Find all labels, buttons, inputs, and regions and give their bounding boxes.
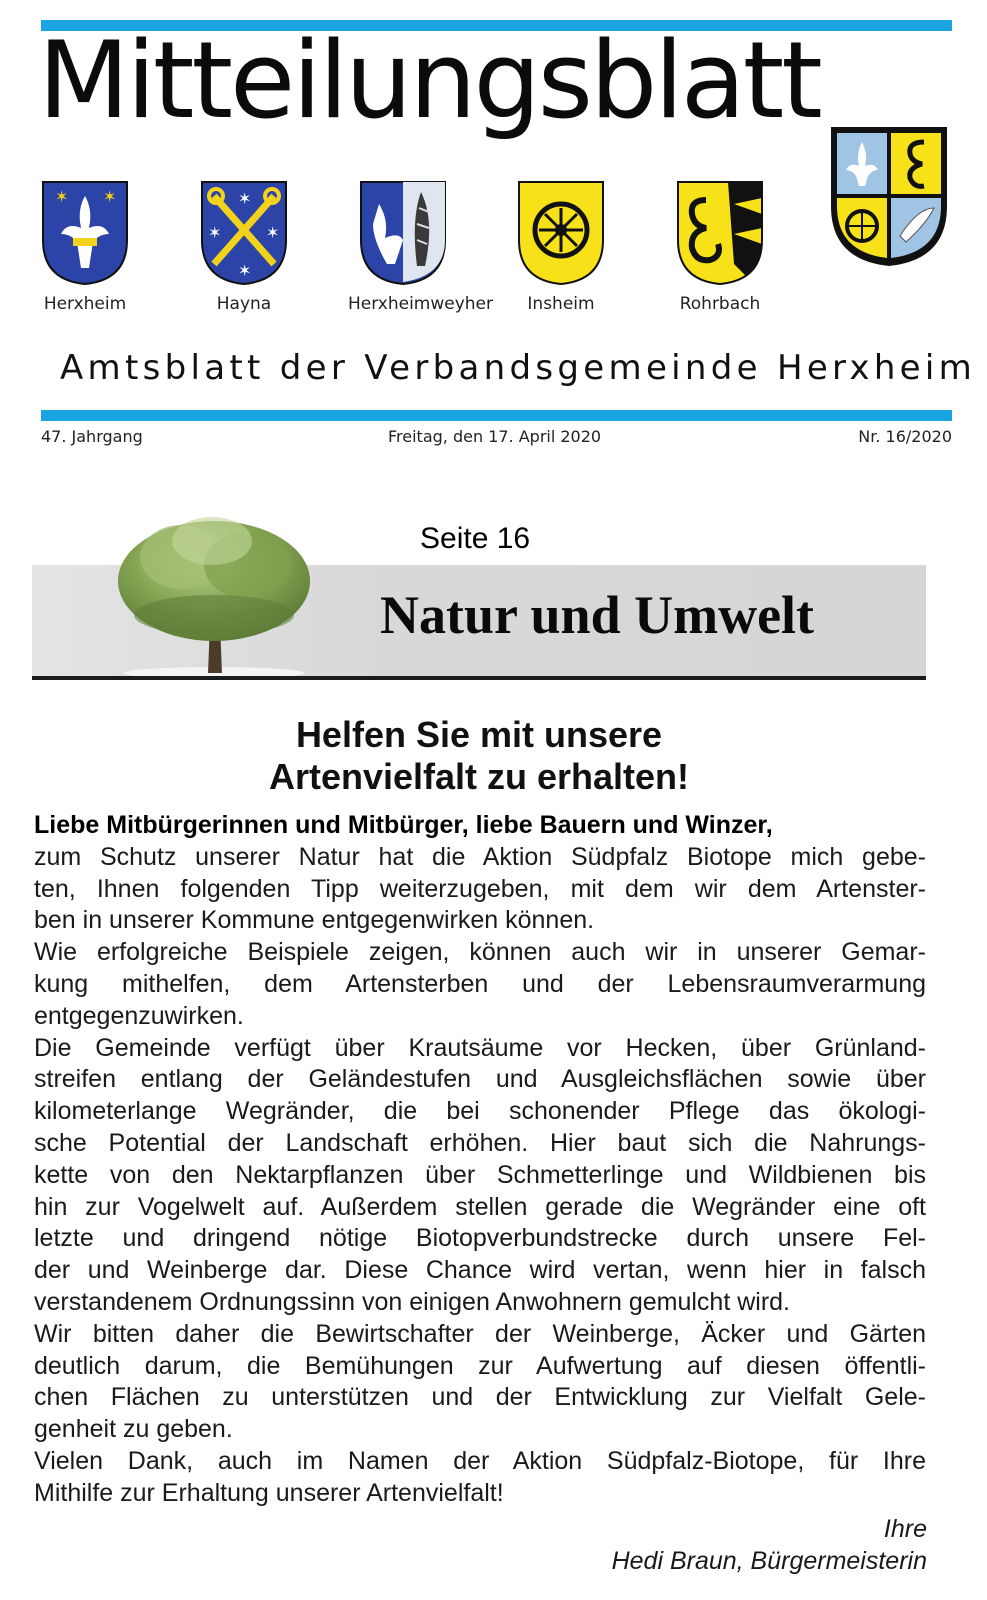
body-line: Vielen Dank, auch im Namen der Aktion Südpfalz-Biotope, für Ihre <box>34 1446 926 1475</box>
svg-text:✶: ✶ <box>238 191 252 208</box>
body-line: ben in unserer Kommune entgegenwirken können. <box>34 906 595 935</box>
crest-label-insheim: Insheim <box>527 294 595 314</box>
article-signature <box>612 1514 927 1578</box>
body-line: kette von den Nektarpflanzen über Schmetterlinge und Wildbienen bis <box>34 1160 926 1189</box>
body-line: hin zur Vogelwelt auf. Außerdem stellen gerade die Wegränder eine oft <box>34 1192 926 1221</box>
body-line: kilometerlange Wegränder, die bei schonender Pflege das ökologi- <box>34 1097 926 1126</box>
svg-text:✶: ✶ <box>103 189 117 206</box>
crest-herxheimweyher <box>348 180 493 314</box>
crest-insheim <box>506 180 616 314</box>
crest-hayna <box>189 180 299 314</box>
body-line: genheit zu geben. <box>34 1415 233 1444</box>
svg-text:✶: ✶ <box>266 225 280 242</box>
body-line: entgegenzuwirken. <box>34 1001 244 1030</box>
svg-text:✶: ✶ <box>238 263 252 280</box>
herxheimweyher-crest-icon <box>359 180 447 286</box>
body-line: deutlich darum, die Bemühungen zur Aufwertung auf diesen öffentli- <box>34 1351 926 1380</box>
body-line: letzte und dringend nötige Biotopverbundstrecke durch unsere Fel- <box>34 1224 926 1253</box>
body-line: streifen entlang der Geländestufen und Ausgleichsflächen sowie über <box>34 1065 926 1094</box>
signatory-name: Hedi Braun, Bürgermeisterin <box>611 1546 927 1575</box>
closing-text: Ihre <box>883 1515 927 1543</box>
body-line: verstandenem Ordnungssinn von einigen Anwohnern gemulcht wird. <box>34 1287 791 1316</box>
article-greeting: Liebe Mitbürgerinnen und Mitbürger, liebe Bauern und Winzer, <box>34 811 773 839</box>
svg-text:✶: ✶ <box>55 189 69 206</box>
crest-rohrbach <box>665 180 775 314</box>
crest-label-rohrbach: Rohrbach <box>679 294 761 314</box>
crest-label-herxheim: Herxheim <box>43 294 127 314</box>
volume-label: 47. Jahrgang <box>41 427 143 446</box>
article-headline <box>32 714 926 798</box>
body-line: Wir bitten daher die Bewirtschafter der Weinberge, Äcker und Gärten <box>34 1319 926 1348</box>
section-banner-rule <box>32 676 926 680</box>
masthead-bottom-rule <box>41 410 952 421</box>
body-line: Wie erfolgreiche Beispiele zeigen, können auch wir in unserer Gemar- <box>34 938 926 967</box>
svg-text:✶: ✶ <box>208 225 222 242</box>
crest-label-herxheimweyher: Herxheimweyher <box>348 294 493 314</box>
issue-date: Freitag, den 17. April 2020 <box>388 427 602 446</box>
page-number: Seite 16 <box>420 522 531 555</box>
verbandsgemeinde-crest-icon <box>828 124 950 269</box>
body-line: sche Potential der Landschaft erhöhen. Hier baut sich die Nahrungs- <box>34 1128 926 1157</box>
body-line: Die Gemeinde verfügt über Krautsäume vor Hecken, über Grünland- <box>34 1033 926 1062</box>
tree-icon <box>112 505 317 680</box>
crest-herxheim <box>30 180 140 314</box>
insheim-crest-icon <box>517 180 605 286</box>
section-title: Natur und Umwelt <box>380 585 815 645</box>
herxheim-crest-icon <box>41 180 129 286</box>
issue-number: Nr. 16/2020 <box>858 427 952 446</box>
body-line: Mithilfe zur Erhaltung unserer Artenvielfalt! <box>34 1478 504 1507</box>
body-line: chen Flächen zu unterstützen und der Entwicklung zur Vielfalt Gele- <box>34 1383 926 1412</box>
masthead-subtitle: Amtsblatt der Verbandsgemeinde Herxheim <box>60 348 977 388</box>
body-line: kung mithelfen, dem Artensterben und der Lebensraumverarmung <box>34 969 926 998</box>
crest-label-hayna: Hayna <box>216 294 272 314</box>
tree-illustration <box>112 505 317 685</box>
body-line: der und Weinberge dar. Diese Chance wird vertan, wenn hier in falsch <box>34 1256 926 1285</box>
verbandsgemeinde-crest <box>828 124 950 274</box>
body-line: zum Schutz unserer Natur hat die Aktion Südpfalz Biotope mich gebe- <box>34 842 926 871</box>
article-body <box>34 810 926 1510</box>
masthead-title: Mitteilungsblatt <box>38 19 820 142</box>
rohrbach-crest-icon <box>676 180 764 286</box>
hayna-crest-icon <box>200 180 288 286</box>
headline-line-2: Artenvielfalt zu erhalten! <box>268 756 690 797</box>
headline-line-1: Helfen Sie mit unsere <box>295 714 663 755</box>
body-line: ten, Ihnen folgenden Tipp weiterzugeben, mit dem wir dem Artenster- <box>34 874 926 903</box>
